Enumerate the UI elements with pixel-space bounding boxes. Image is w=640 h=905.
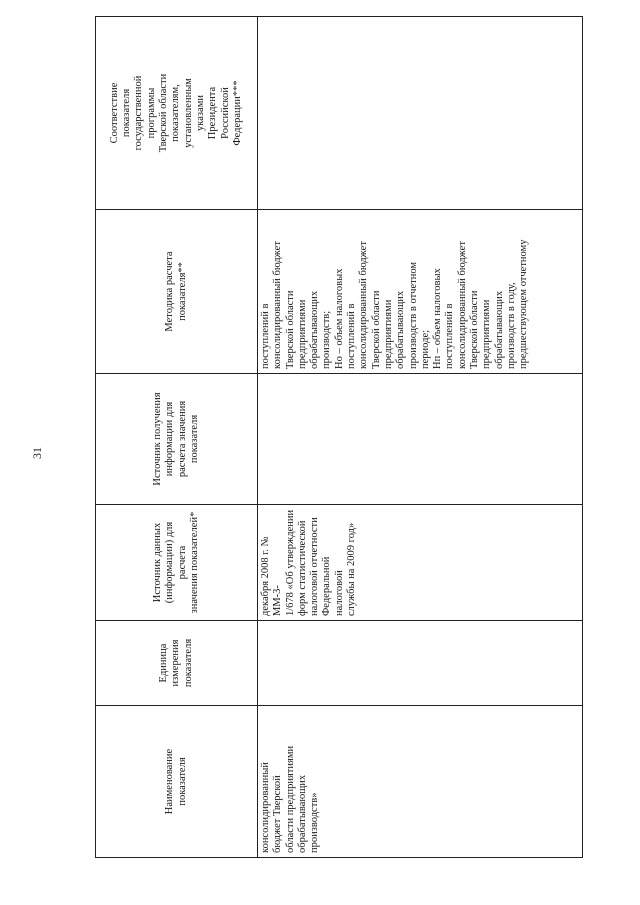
indicator-table xyxy=(95,16,583,858)
header-source-data: Источник данных (информации) для расчета значения показателей* xyxy=(96,505,258,621)
cell-method: поступлений в консолидированный бюджет Тверской области предприятиями обрабатывающих производств; Но – объем налоговых поступлений в консолидированный бюджет Тверской области предприятиями обрабатывающих производств в отчетном периоде; Нп – объем налоговых поступлений в консолидированный бюджет Тверской области предприятиями обрабатывающих производств в году, предшествующем отчетному xyxy=(258,210,583,374)
cell-compliance xyxy=(258,17,583,210)
header-unit: Единица измерения показателя xyxy=(96,621,258,706)
header-method: Методика расчета показателя** xyxy=(96,210,258,374)
cell-source-info xyxy=(258,374,583,505)
header-name: Наименование показателя xyxy=(96,706,258,858)
header-compliance: Соответствие показателя государственной программы Тверской области показателям, установленным указами Президента Российской Федерации*** xyxy=(96,17,258,210)
table-header-row xyxy=(96,17,258,858)
table-row xyxy=(258,17,583,858)
rotated-table-container xyxy=(95,73,583,858)
cell-unit xyxy=(258,621,583,706)
cell-source-data: декабря 2008 г. № ММ-3- 1/678 «Об утверждении форм статистической налоговой отчетности Федеральной налоговой службы на 2009 год» xyxy=(258,505,583,621)
header-source-info: Источник получения информации для расчета значения показателя xyxy=(96,374,258,505)
cell-name: консолидированный бюджет Тверской области предприятиями обрабатывающих производств» xyxy=(258,706,583,858)
page-number: 31 xyxy=(30,447,44,459)
